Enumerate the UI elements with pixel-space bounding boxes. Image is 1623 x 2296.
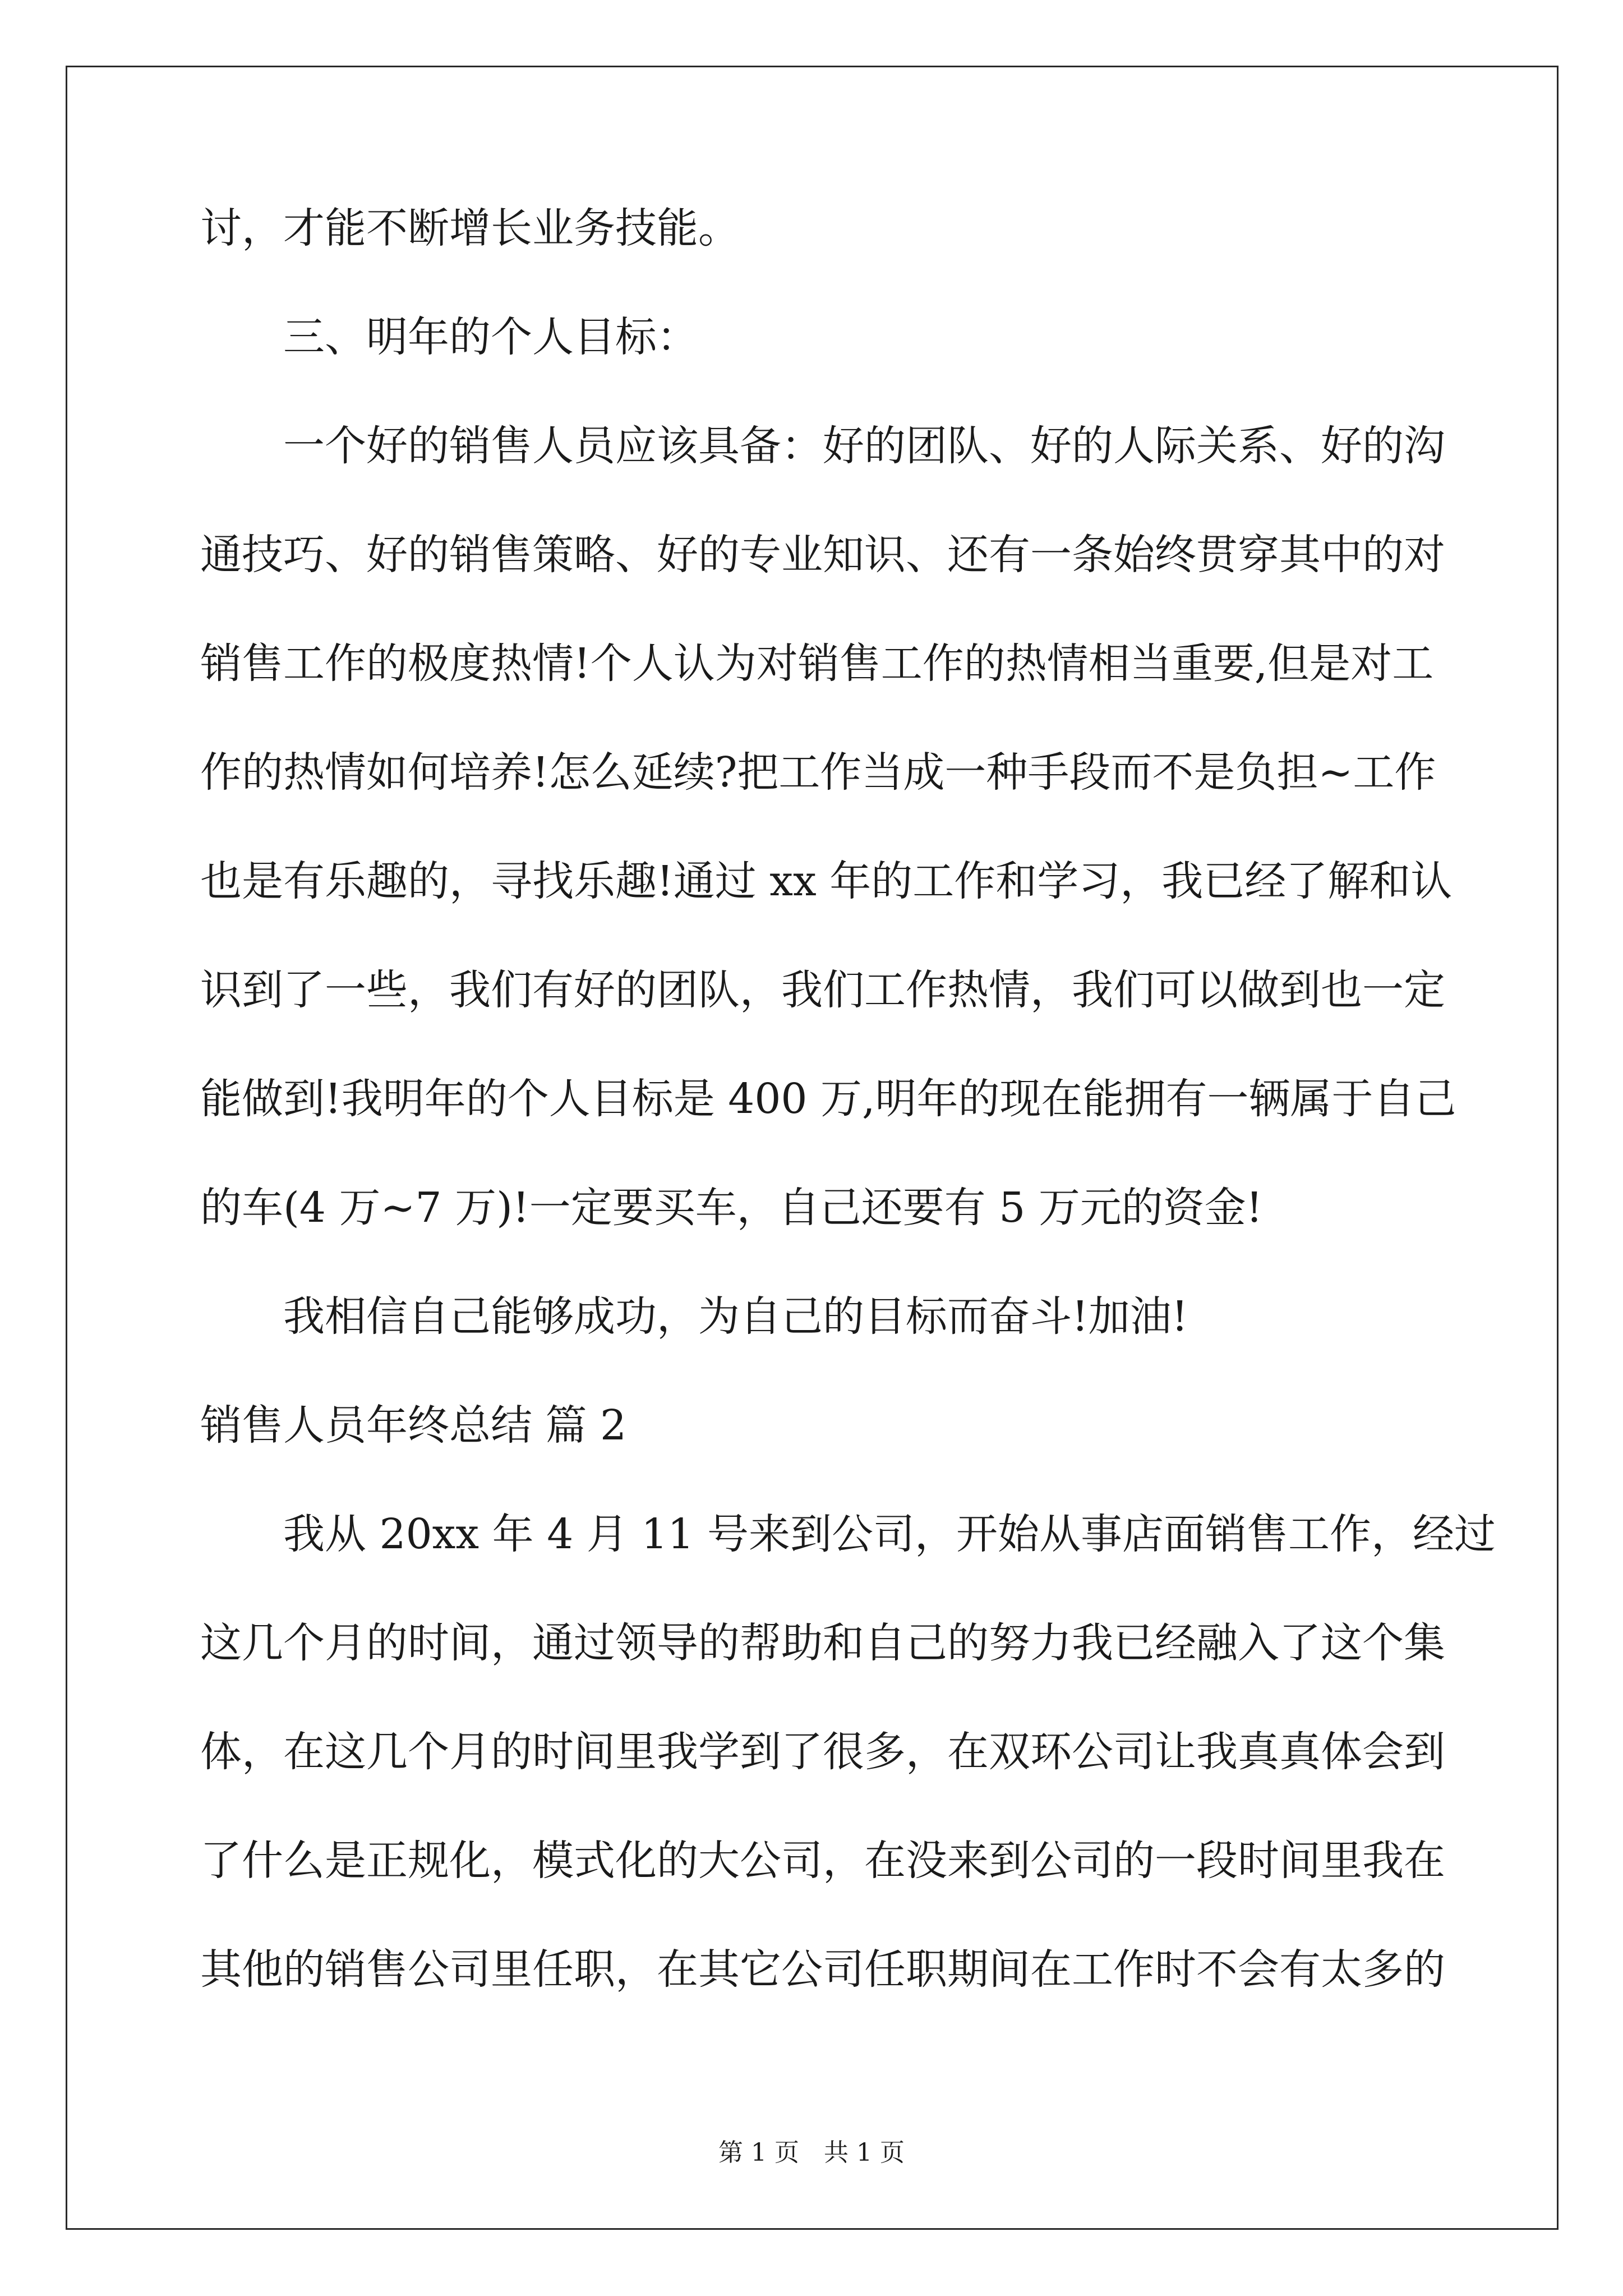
paragraph-line: 作的热情如何培养!怎么延续?把工作当成一种手段而不是负担~工作: [200, 748, 1436, 797]
paragraph-line: 体，在这几个月的时间里我学到了很多，在双环公司让我真真体会到: [200, 1728, 1445, 1776]
paragraph-line: 销售工作的极度热情!个人认为对销售工作的热情相当重要,但是对工: [200, 639, 1434, 688]
paragraph-line: 我从 20xx 年 4 月 11 号来到公司，开始从事店面销售工作，经过: [283, 1510, 1496, 1558]
paragraph-line: 一个好的销售人员应该具备：好的团队、好的人际关系、好的沟: [283, 422, 1445, 470]
paragraph-line: 能做到!我明年的个人目标是 400 万,明年的现在能拥有一辆属于自己: [200, 1075, 1456, 1123]
subheading: 三、明年的个人目标：: [283, 313, 698, 361]
paragraph-line: 通技巧、好的销售策略、好的专业知识、还有一条始终贯穿其中的对: [200, 531, 1445, 579]
paragraph-line: 讨，才能不断增长业务技能。: [200, 204, 740, 252]
paragraph-line: 的车(4 万~7 万)!一定要买车，自己还要有 5 万元的资金!: [200, 1184, 1263, 1232]
paragraph-line: 这几个月的时间，通过领导的帮助和自己的努力我已经融入了这个集: [200, 1619, 1445, 1667]
section-heading: 销售人员年终总结 篇 2: [200, 1401, 627, 1450]
paragraph-line: 其他的销售公司里任职，在其它公司任职期间在工作时不会有太多的: [200, 1945, 1445, 1994]
document-body: [200, 202, 1496, 2052]
paragraph-line: 识到了一些，我们有好的团队，我们工作热情，我们可以做到也一定: [200, 966, 1445, 1014]
paragraph-line: 也是有乐趣的，寻找乐趣!通过 xx 年的工作和学习，我已经了解和认: [200, 857, 1453, 905]
paragraph-line: 了什么是正规化，模式化的大公司，在没来到公司的一段时间里我在: [200, 1837, 1445, 1885]
paragraph-line: 我相信自己能够成功，为自己的目标而奋斗!加油!: [283, 1292, 1188, 1341]
page-footer: 第 1 页 共 1 页: [718, 2138, 905, 2167]
